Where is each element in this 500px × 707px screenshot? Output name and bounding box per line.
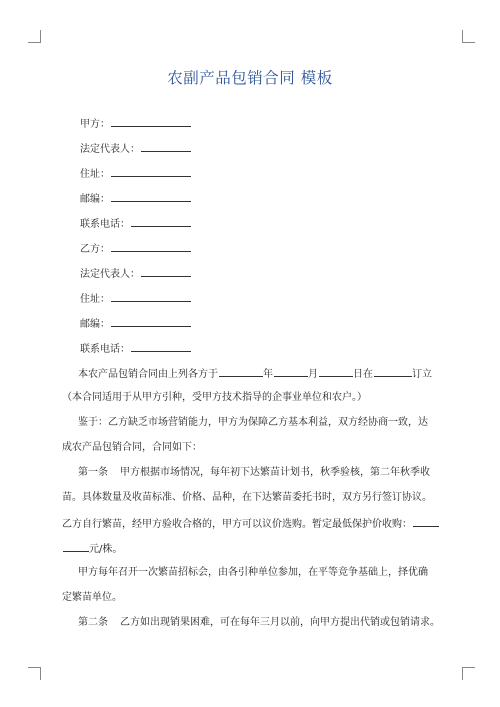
- party-b-representative-field: [80, 266, 191, 282]
- crop-mark-bottom-left: [28, 667, 41, 680]
- signing-date-line: [62, 366, 460, 382]
- party-b-postcode-field: [80, 316, 191, 332]
- article-1-line-2: 苗。具体数量及收苗标准、价格、品种，在下达繁苗委托书时，双方另行签订协议。: [62, 492, 432, 503]
- article-number: 第一条: [78, 467, 108, 478]
- party-a-name-field: [80, 116, 191, 132]
- field-label: 联系电话：: [80, 344, 130, 355]
- party-b-address-field: [80, 291, 191, 307]
- party-a-phone-field: [80, 216, 191, 232]
- field-label: 甲方：: [80, 119, 110, 130]
- article-1-line-3: [62, 516, 444, 532]
- field-label: 法定代表人：: [80, 269, 140, 280]
- crop-mark-top-left: [28, 30, 41, 43]
- party-a-representative-field: [80, 141, 191, 157]
- signing-text: 本农产品包销合同由上列各方于: [78, 369, 218, 380]
- blank-line[interactable]: [111, 116, 191, 127]
- price-blank[interactable]: [413, 516, 439, 527]
- article-number: 第二条: [78, 617, 108, 628]
- unit-label: 元/株。: [89, 544, 123, 555]
- month-label: 月: [308, 369, 318, 380]
- blank-line[interactable]: [131, 341, 191, 352]
- article-2-line: [62, 616, 460, 630]
- blank-line[interactable]: [111, 291, 191, 302]
- day-blank[interactable]: [319, 366, 353, 377]
- blank-line[interactable]: [141, 141, 191, 152]
- blank-line[interactable]: [141, 266, 191, 277]
- tender-line-2: 定繁苗单位。: [62, 592, 122, 603]
- party-a-postcode-field: [80, 191, 191, 207]
- crop-mark-bottom-right: [462, 667, 475, 680]
- field-label: 联系电话：: [80, 219, 130, 230]
- field-label: 住址：: [80, 169, 110, 180]
- blank-line[interactable]: [111, 316, 191, 327]
- document-title: 农副产品包销合同 模板: [167, 69, 333, 87]
- article-text: 乙方如出现销果困难，可在每年三月以前，向甲方提出代销或包销请求。: [120, 617, 440, 628]
- party-b-phone-field: [80, 341, 191, 357]
- article-1-line-1: [62, 466, 460, 480]
- year-label: 年: [263, 369, 273, 380]
- field-label: 邮编：: [80, 319, 110, 330]
- field-label: 法定代表人：: [80, 144, 140, 155]
- year-blank[interactable]: [219, 366, 263, 377]
- field-label: 邮编：: [80, 194, 110, 205]
- tender-line-1: 甲方每年召开一次繁苗招标会，由各引种单位参加，在平等竞争基础上，择优确: [78, 567, 428, 578]
- day-label: 日在: [353, 369, 373, 380]
- preamble-line-1: 鉴于：乙方缺乏市场营销能力，甲方为保障乙方基本利益，双方经协商一致，达: [78, 417, 428, 428]
- price-blank-continued[interactable]: [63, 541, 89, 552]
- blank-line[interactable]: [111, 241, 191, 252]
- field-label: 乙方：: [80, 244, 110, 255]
- crop-mark-top-right: [462, 30, 475, 43]
- article-text: 乙方自行繁苗，经甲方验收合格的，甲方可以议价选购。暂定最低保护价收购：: [62, 519, 412, 530]
- place-blank[interactable]: [374, 366, 412, 377]
- field-label: 住址：: [80, 294, 110, 305]
- blank-line[interactable]: [131, 216, 191, 227]
- signing-end-label: 订立: [412, 369, 432, 380]
- article-1-line-4: [62, 541, 444, 557]
- blank-line[interactable]: [111, 191, 191, 202]
- month-blank[interactable]: [274, 366, 308, 377]
- preamble-line-2: 成农产品包销合同，合同如下：: [62, 442, 202, 453]
- scope-note: （本合同适用于从甲方引种，受甲方技术指导的企事业单位和农户。）: [62, 392, 367, 403]
- party-b-name-field: [80, 241, 191, 257]
- blank-line[interactable]: [111, 166, 191, 177]
- party-a-address-field: [80, 166, 191, 182]
- article-text: 甲方根据市场情况，每年初下达繁苗计划书，秋季验核，第二年秋季收: [120, 467, 430, 478]
